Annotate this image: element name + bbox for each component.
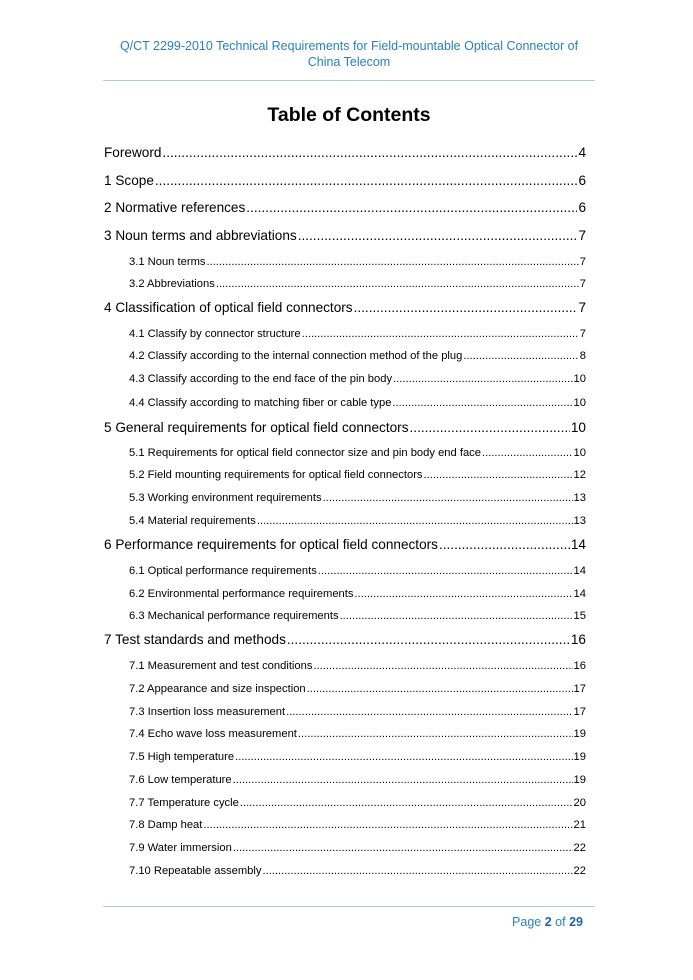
toc-dot-leader: [340, 608, 573, 624]
footer-total-pages: 29: [569, 915, 583, 929]
toc-dot-leader: [155, 171, 578, 191]
toc-entry-label: 7.4 Echo wave loss measurement: [129, 728, 297, 740]
toc-entry-label: 5.2 Field mounting requirements for optical field connectors: [129, 469, 423, 481]
toc-entry-page: 17: [573, 683, 586, 695]
toc-entry-page: 10: [573, 397, 586, 409]
toc-entry-label: 5.4 Material requirements: [129, 515, 256, 527]
toc-dot-leader: [318, 563, 573, 579]
toc-entry-page: 7: [578, 228, 586, 243]
toc-entry-page: 20: [573, 797, 586, 809]
toc-entry[interactable]: [129, 658, 586, 674]
toc-entry[interactable]: [104, 418, 586, 438]
toc-entry[interactable]: [129, 254, 586, 270]
toc-dot-leader: [287, 630, 570, 650]
toc-dot-leader: [392, 395, 572, 411]
toc-dot-leader: [257, 513, 573, 529]
toc-dot-leader: [298, 226, 578, 246]
toc-dot-leader: [240, 795, 573, 811]
toc-entry[interactable]: [104, 171, 586, 191]
toc-entry[interactable]: [129, 817, 586, 833]
toc-dot-leader: [262, 863, 572, 879]
toc-entry-label: 4.4 Classify according to matching fiber or cable type: [129, 397, 392, 409]
toc-entry-page: 8: [579, 350, 586, 362]
toc-entry[interactable]: [104, 535, 586, 555]
toc-entry-page: 14: [570, 537, 586, 552]
toc-entry[interactable]: [129, 726, 586, 742]
toc-dot-leader: [233, 840, 573, 856]
toc-entry-label: 7.6 Low temperature: [129, 774, 232, 786]
toc-entry[interactable]: [129, 749, 586, 765]
toc-dot-leader: [162, 143, 577, 163]
toc-entry-page: 10: [573, 447, 586, 459]
toc-entry-page: 19: [573, 774, 586, 786]
toc-entry-page: 6: [578, 200, 586, 215]
toc-entry-label: 3.1 Noun terms: [129, 256, 206, 268]
toc-entry-label: Foreword: [104, 145, 162, 160]
toc-dot-leader: [439, 535, 570, 555]
toc-entry-label: 7.3 Insertion loss measurement: [129, 706, 286, 718]
toc-entry-label: 6 Performance requirements for optical field connectors: [104, 537, 438, 552]
toc-entry-page: 15: [573, 610, 586, 622]
toc-entry-page: 6: [578, 173, 586, 188]
toc-entry-label: 7.1 Measurement and test conditions: [129, 660, 313, 672]
toc-entry-label: 4.1 Classify by connector structure: [129, 328, 301, 340]
toc-entry-page: 7: [579, 278, 586, 290]
toc-dot-leader: [482, 445, 573, 461]
toc-entry-page: 7: [578, 300, 586, 315]
footer-of-word: of: [555, 915, 566, 929]
toc-entry[interactable]: [104, 298, 586, 318]
toc-dot-leader: [354, 586, 572, 602]
toc-entry-label: 6.1 Optical performance requirements: [129, 565, 317, 577]
toc-entry[interactable]: [129, 490, 586, 506]
toc-entry-label: 3.2 Abbreviations: [129, 278, 215, 290]
toc-entry[interactable]: [129, 840, 586, 856]
toc-entry-label: 7.5 High temperature: [129, 751, 235, 763]
toc-entry[interactable]: [129, 704, 586, 720]
toc-entry-page: 13: [573, 492, 586, 504]
toc-entry[interactable]: [129, 795, 586, 811]
toc-entry[interactable]: [129, 467, 586, 483]
toc-entry-page: 12: [573, 469, 586, 481]
toc-entry[interactable]: [129, 445, 586, 461]
toc-entry-page: 19: [573, 728, 586, 740]
toc-entry[interactable]: [104, 143, 586, 163]
toc-entry-page: 14: [573, 588, 586, 600]
toc-entry[interactable]: [104, 226, 586, 246]
toc-entry-page: 19: [573, 751, 586, 763]
toc-entry[interactable]: [129, 681, 586, 697]
toc-entry-page: 22: [573, 842, 586, 854]
toc-dot-leader: [410, 418, 570, 438]
toc-dot-leader: [216, 276, 579, 292]
toc-entry[interactable]: [129, 371, 586, 387]
toc-entry[interactable]: [129, 326, 586, 342]
toc-entry-page: 21: [573, 819, 586, 831]
toc-dot-leader: [307, 681, 573, 697]
page-title: Table of Contents: [267, 104, 431, 126]
toc-entry-label: 7.10 Repeatable assembly: [129, 865, 262, 877]
footer-page-word: Page: [512, 915, 542, 929]
header-divider: [103, 80, 595, 81]
toc-entry-label: 6.3 Mechanical performance requirements: [129, 610, 339, 622]
toc-dot-leader: [354, 298, 578, 318]
toc-entry[interactable]: [104, 630, 586, 650]
toc-entry-label: 1 Scope: [104, 173, 154, 188]
toc-dot-leader: [246, 198, 577, 218]
toc-entry[interactable]: [104, 198, 586, 218]
toc-entry[interactable]: [129, 513, 586, 529]
footer-divider: [103, 906, 595, 907]
toc-dot-leader: [235, 749, 572, 765]
footer-current-page: 2: [544, 915, 552, 929]
toc-entry-page: 16: [570, 632, 586, 647]
toc-entry-page: 10: [573, 373, 586, 385]
toc-entry-page: 7: [579, 256, 586, 268]
toc-entry-page: 13: [573, 515, 586, 527]
toc-dot-leader: [323, 490, 573, 506]
toc-dot-leader: [424, 467, 573, 483]
toc-dot-leader: [298, 726, 573, 742]
toc-entry[interactable]: [129, 586, 586, 602]
toc-entry-page: 14: [573, 565, 586, 577]
toc-entry-label: 7.2 Appearance and size inspection: [129, 683, 306, 695]
toc-entry-label: 2 Normative references: [104, 200, 246, 215]
toc-entry-label: 4 Classification of optical field connectors: [104, 300, 353, 315]
page-footer: [512, 915, 583, 929]
toc-dot-leader: [313, 658, 572, 674]
toc-dot-leader: [463, 348, 578, 364]
toc-entry-label: 4.2 Classify according to the internal connection method of the plug: [129, 350, 463, 362]
toc-entry-page: 7: [579, 328, 586, 340]
toc-dot-leader: [233, 772, 573, 788]
toc-entry[interactable]: [129, 348, 586, 364]
toc-entry[interactable]: [129, 863, 586, 879]
toc-entry[interactable]: [129, 395, 586, 411]
toc-entry-page: 4: [578, 145, 586, 160]
toc-entry-label: 7 Test standards and methods: [104, 632, 286, 647]
toc-entry-label: 5.3 Working environment requirements: [129, 492, 322, 504]
toc-dot-leader: [206, 254, 578, 270]
toc-dot-leader: [393, 371, 572, 387]
toc-entry-page: 22: [573, 865, 586, 877]
header-line-2: China Telecom: [307, 55, 391, 69]
toc-entry-label: 7.9 Water immersion: [129, 842, 232, 854]
toc-entry[interactable]: [129, 276, 586, 292]
toc-entry-page: 16: [573, 660, 586, 672]
toc-entry[interactable]: [129, 608, 586, 624]
toc-dot-leader: [302, 326, 579, 342]
page-header: [103, 38, 595, 70]
toc-entry-label: 5.1 Requirements for optical field connector size and pin body end face: [129, 447, 481, 459]
toc-dot-leader: [203, 817, 572, 833]
toc-entry-label: 6.2 Environmental performance requirements: [129, 588, 354, 600]
toc-entry-label: 7.7 Temperature cycle: [129, 797, 239, 809]
toc-entry-page: 10: [570, 420, 586, 435]
toc-entry-page: 17: [573, 706, 586, 718]
toc-entry-label: 7.8 Damp heat: [129, 819, 203, 831]
toc-entry-label: 3 Noun terms and abbreviations: [104, 228, 297, 243]
toc-entry[interactable]: [129, 772, 586, 788]
toc-dot-leader: [286, 704, 572, 720]
toc-entry-label: 5 General requirements for optical field connectors: [104, 420, 409, 435]
header-line-1: Q/CT 2299-2010 Technical Requirements for Field-mountable Optical Connector of: [119, 39, 579, 53]
toc-entry-label: 4.3 Classify according to the end face of the pin body: [129, 373, 393, 385]
toc-entry[interactable]: [129, 563, 586, 579]
